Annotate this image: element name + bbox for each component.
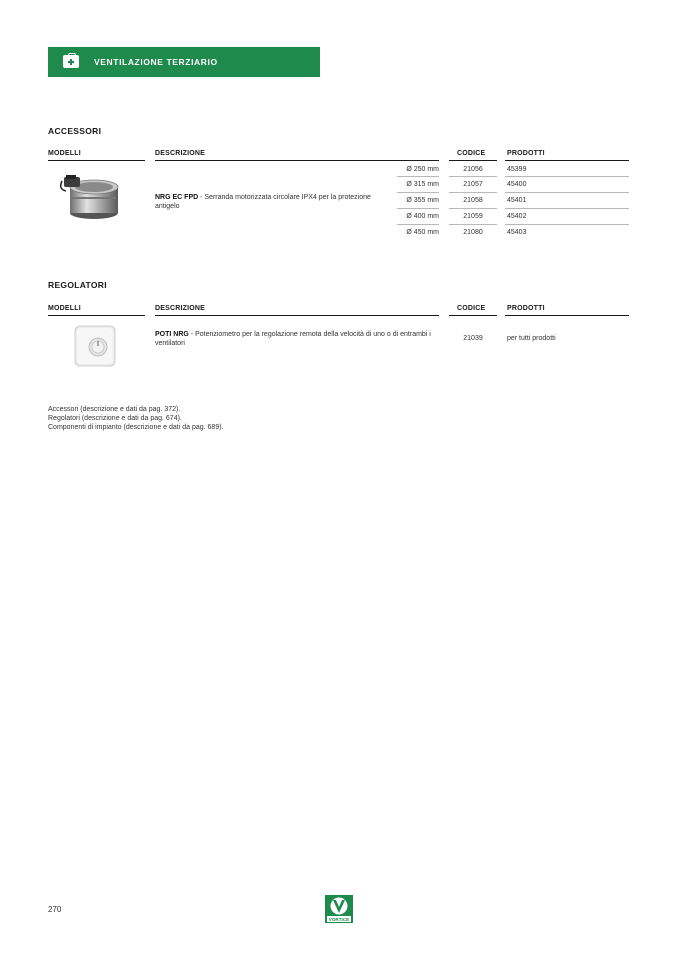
prodotti-cell: 45400 <box>507 181 527 188</box>
codice-cell: 21057 <box>463 181 483 188</box>
regolatori-title: REGOLATORI <box>48 280 107 290</box>
banner-title: VENTILAZIONE TERZIARIO <box>94 57 218 67</box>
accessori-description <box>155 193 395 211</box>
codice-cell: 21058 <box>463 197 483 204</box>
header-descrizione: DESCRIZIONE <box>155 150 206 157</box>
header-prodotti: PRODOTTI <box>507 150 545 157</box>
logo-text: VORTICE <box>328 917 350 922</box>
prodotti-cell: 45401 <box>507 197 527 204</box>
header-descrizione: DESCRIZIONE <box>155 305 206 312</box>
size-cell: Ø 400 mm <box>406 213 439 220</box>
header-prodotti: PRODOTTI <box>507 305 545 312</box>
header-codice: CODICE <box>457 150 486 157</box>
header-codice: CODICE <box>457 305 486 312</box>
section-banner <box>48 47 320 77</box>
note-componenti: Componenti di impianto (descrizione e dati da pag. 689). <box>48 424 224 431</box>
note-regolatori: Regolatori (descrizione e dati da pag. 674). <box>48 415 182 422</box>
accessori-title: ACCESSORI <box>48 126 102 136</box>
prodotti-cell: 45402 <box>507 213 527 220</box>
note-accessori: Accessori (descrizione e dati da pag. 372). <box>48 406 181 413</box>
regolatori-product-name: POTI NRG <box>155 331 189 338</box>
regolatori-prodotti: per tutti prodotti <box>507 335 556 342</box>
size-cell: Ø 315 mm <box>406 181 439 188</box>
regolatori-description <box>155 330 435 348</box>
medical-case-icon <box>63 55 79 68</box>
header-modelli: MODELLI <box>48 150 81 157</box>
poti-nrg-image <box>72 323 118 369</box>
size-cell: Ø 355 mm <box>406 197 439 204</box>
vortice-logo <box>325 895 353 923</box>
page-number: 270 <box>48 905 62 914</box>
codice-cell: 21056 <box>463 166 483 173</box>
regolatori-product-desc: - Potenziometro per la regolazione remota della velocità di uno o di entrambi i ventilatori <box>155 331 431 347</box>
nrg-ec-fpd-image <box>60 167 126 223</box>
codice-cell: 21059 <box>463 213 483 220</box>
accessori-product-desc: - Serranda motorizzata circolare IPX4 per la protezione antigelo <box>155 194 371 210</box>
prodotti-cell: 45403 <box>507 229 527 236</box>
codice-cell: 21080 <box>463 229 483 236</box>
regolatori-codice: 21039 <box>463 335 483 342</box>
size-cell: Ø 450 mm <box>406 229 439 236</box>
header-modelli: MODELLI <box>48 305 81 312</box>
prodotti-cell: 45399 <box>507 166 527 173</box>
accessori-product-name: NRG EC FPD <box>155 194 199 201</box>
size-cell: Ø 250 mm <box>406 166 439 173</box>
